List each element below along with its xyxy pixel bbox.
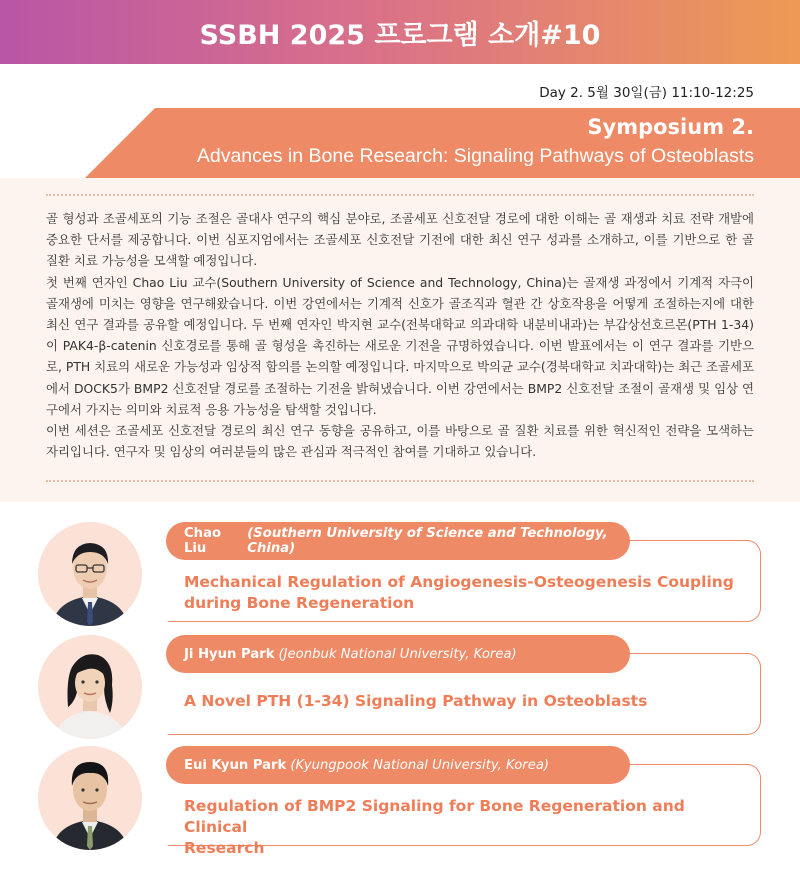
talk-title-line: Mechanical Regulation of Angiogenesis-Osteogenesis Coupling bbox=[184, 573, 734, 591]
speaker-affiliation: (Kyungpook National University, Korea) bbox=[290, 757, 550, 773]
speaker-photo bbox=[38, 522, 142, 626]
talk-title-line: A Novel PTH (1-34) Signaling Pathway in Osteoblasts bbox=[184, 692, 648, 710]
speaker-affiliation: (Southern University of Science and Technology, China) bbox=[247, 526, 608, 556]
talk-title bbox=[184, 572, 744, 614]
description-section bbox=[0, 178, 800, 502]
avatar-icon bbox=[38, 746, 142, 850]
session-date: Day 2. 5월 30일(금) 11:10-12:25 bbox=[539, 85, 754, 101]
speaker-name: Eui Kyun Park bbox=[184, 757, 287, 773]
avatar-icon bbox=[38, 522, 142, 626]
speaker-affiliation: (Jeonbuk National University, Korea) bbox=[278, 646, 517, 662]
description-paragraph: 이번 세션은 조골세포 신호전달 경로의 최신 연구 동향을 공유하고, 이를 바탕으로 골 질환 치료를 위한 혁신적인 전략을 모색하는 자리입니다. 연구자 및 임상의 여러분들의 많은 관심과 적극적인 참여를 기대하고 있습니다. bbox=[46, 423, 754, 460]
speaker-name-pill bbox=[166, 522, 630, 560]
talk-title-line: during Bone Regeneration bbox=[184, 594, 415, 612]
divider-top bbox=[46, 194, 754, 196]
header-bar bbox=[0, 0, 800, 64]
speaker-card-1 bbox=[38, 522, 762, 632]
speaker-name: Chao Liu bbox=[184, 526, 222, 556]
avatar-icon bbox=[38, 635, 142, 739]
talk-title-line: Research bbox=[184, 839, 265, 857]
page-title: SSBH 2025 프로그램 소개#10 bbox=[199, 19, 601, 51]
speaker-name-pill bbox=[166, 635, 630, 673]
speaker-photo bbox=[38, 635, 142, 739]
speaker-name: Ji Hyun Park bbox=[184, 646, 275, 662]
speaker-photo bbox=[38, 746, 142, 850]
symposium-title: Symposium 2. bbox=[587, 115, 754, 139]
talk-title-line: Regulation of BMP2 Signaling for Bone Regeneration and Clinical bbox=[184, 797, 685, 836]
description-paragraph: 첫 번째 연자인 Chao Liu 교수(Southern University of Science and Technology, China)는 골재생 과정에서 기계적 자극이 골재생에 미치는 영향을 연구해왔습니다. 이번 강연에서는 기계적 신호가 골조직과 혈관 간 상호작용을 어떻게 조절하는지에 대한 최신 연구 결과를 공유할 예정입니다. 두 번째 연자인 박지현 교수(전북대학교 의과대학 내분비내과)는 부갑상선호르몬(PTH 1-34)이 PAK4-β-catenin 신호경로를 통해 골 형성을 촉진하는 새로운 기전을 규명하였습니다. 이번 발표에서는 이 연구 결과를 기반으로, PTH 치료의 새로운 가능성과 임상적 함의를 논의할 예정입니다. 마지막으로 박의균 교수(경북대학교 치과대학)는 최근 조골세포에서 DOCK5가 BMP2 신호전달 경로를 조절하는 기전을 밝혀냈습니다. 이번 강연에서는 BMP2 신호전달 조절이 골재생 및 임상 연구에서 가지는 의미와 치료적 응용 가능성을 탐색할 것입니다. bbox=[46, 274, 754, 417]
talk-title bbox=[184, 796, 744, 859]
talk-title bbox=[184, 691, 744, 712]
description-text bbox=[46, 208, 754, 462]
divider-bottom bbox=[46, 480, 754, 482]
description-paragraph: 골 형성과 조골세포의 기능 조절은 골대사 연구의 핵심 분야로, 조골세포 신호전달 경로에 대한 이해는 골 재생과 치료 전략 개발에 중요한 단서를 제공합니다. 이번 심포지엄에서는 조골세포 신호전달 기전에 대한 최신 연구 성과를 소개하고, 이를 기반으로 한 골 질환 치료 가능성을 모색할 예정입니다. bbox=[46, 211, 754, 269]
symposium-banner bbox=[0, 108, 800, 178]
speaker-card-2 bbox=[38, 635, 762, 745]
symposium-subtitle: Advances in Bone Research: Signaling Pathways of Osteoblasts bbox=[196, 145, 754, 167]
speaker-card-3 bbox=[38, 746, 762, 856]
speaker-name-pill bbox=[166, 746, 630, 784]
